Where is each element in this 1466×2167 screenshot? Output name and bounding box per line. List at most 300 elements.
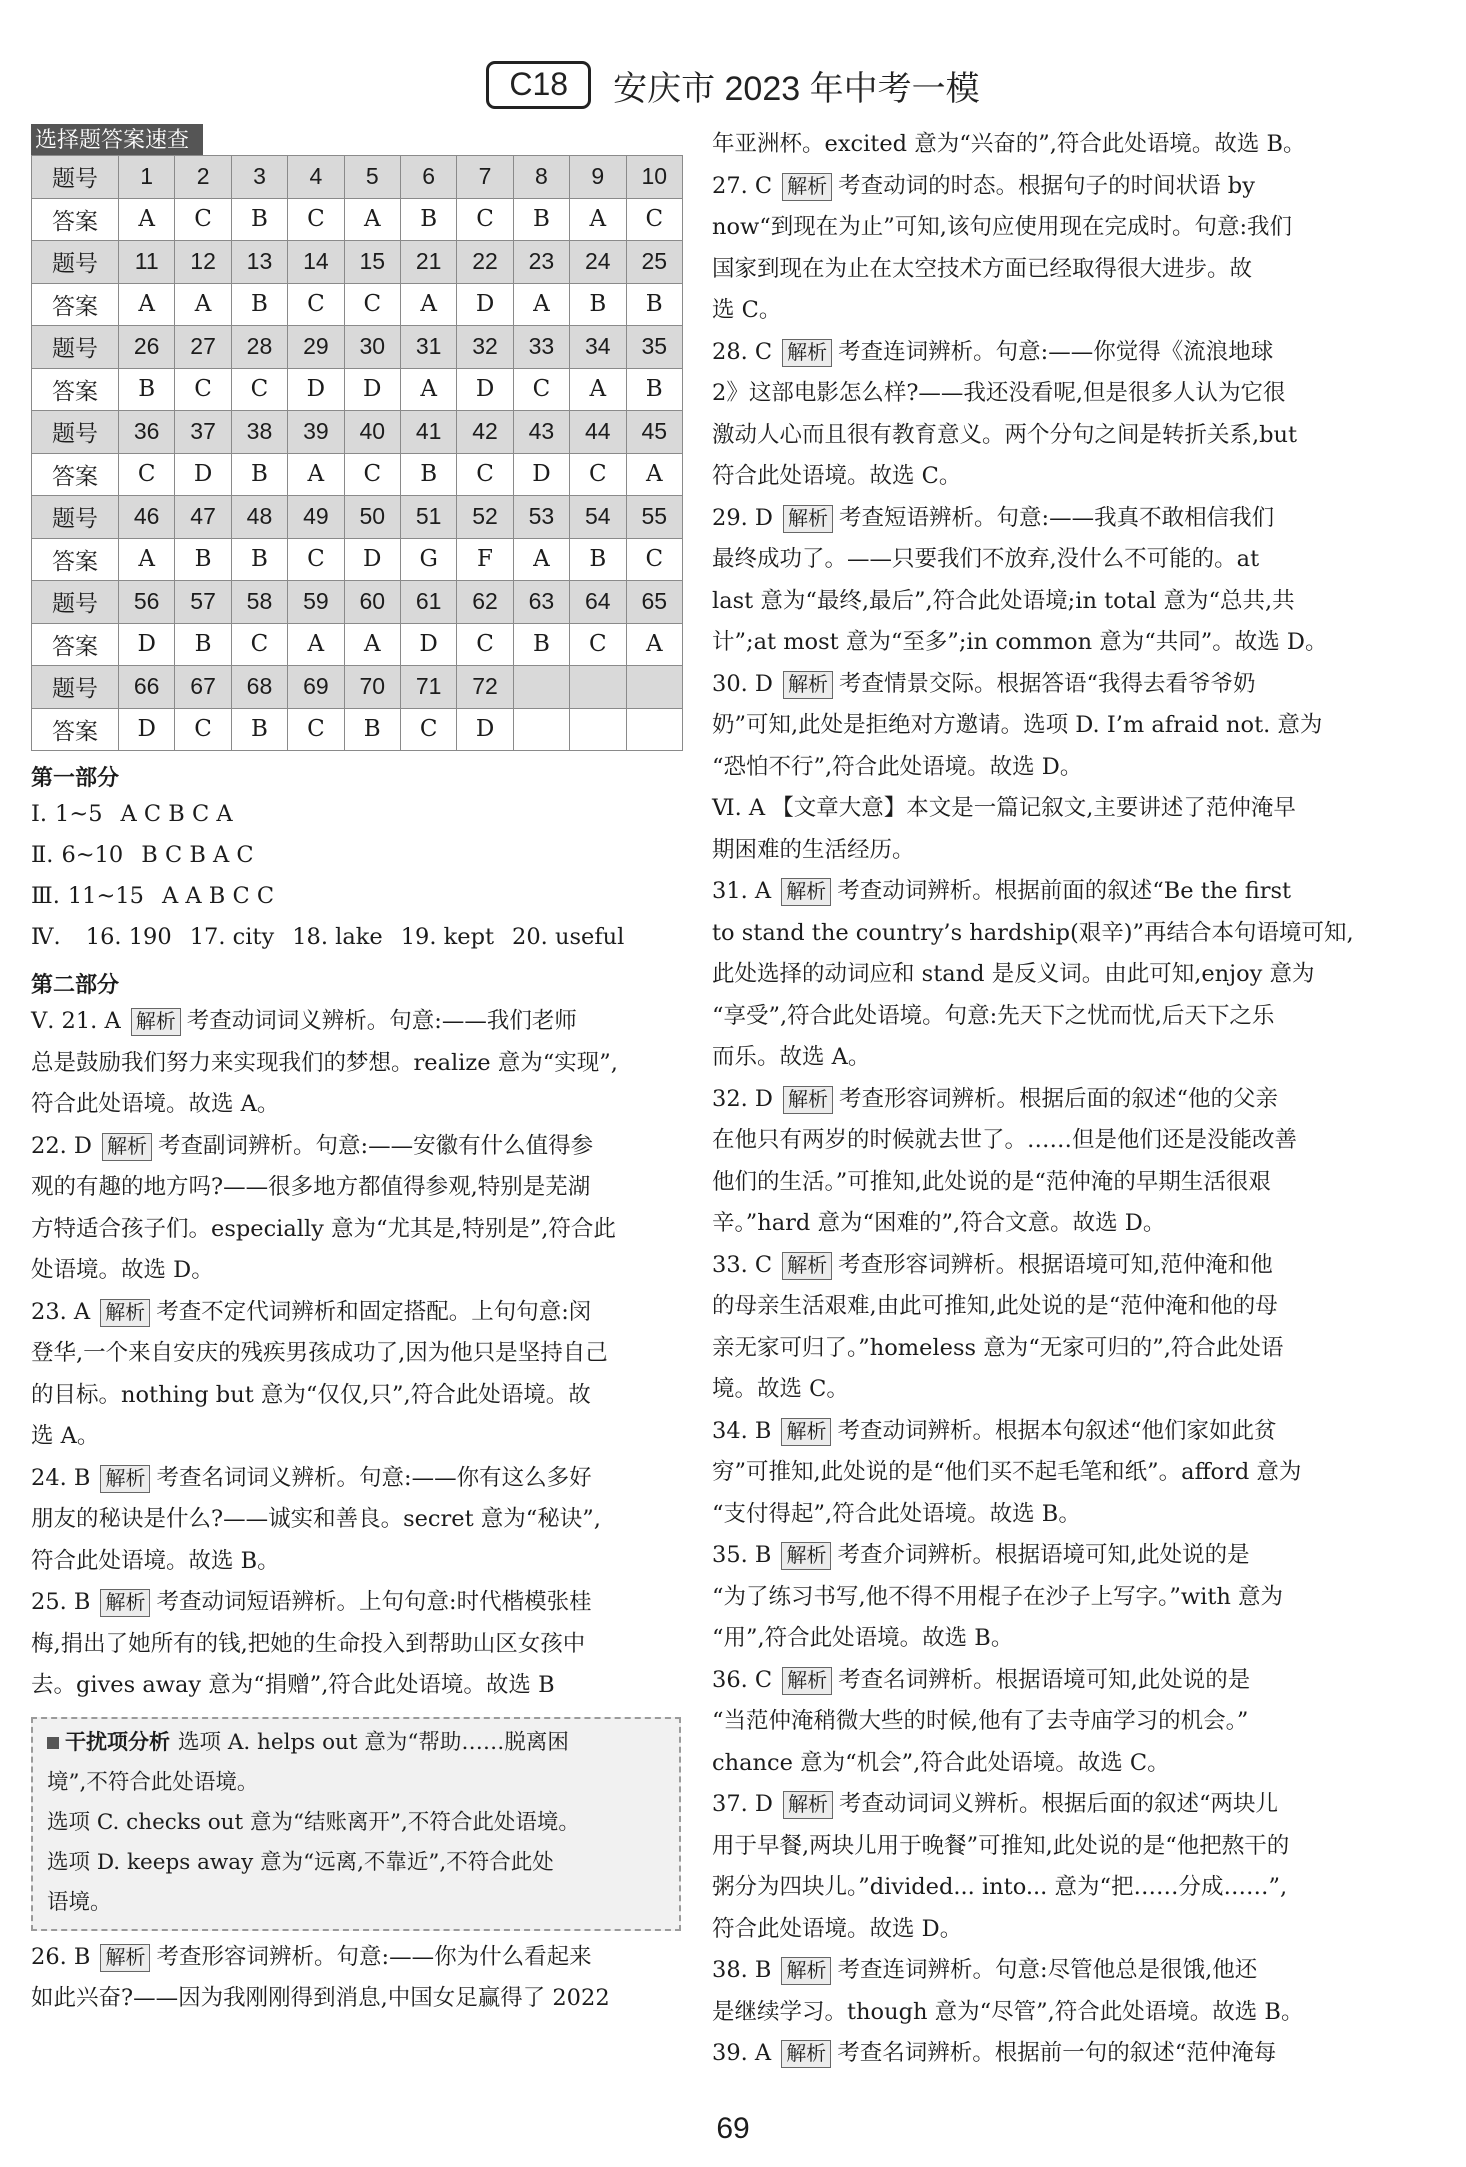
item-head: 23. A	[31, 1298, 91, 1325]
explanation-text: 处语境。故选 D。	[31, 1257, 214, 1283]
part1-ans: A C B C A	[120, 801, 233, 827]
question-number-cell: 70	[344, 666, 400, 709]
answer-cell: C	[344, 453, 400, 496]
analysis-tag: 解析	[100, 1465, 150, 1493]
question-number-cell: 36	[119, 411, 175, 454]
explanation-line	[712, 1784, 1384, 1826]
explanation-text: 考查短语辨析。句意:——我真不敢相信我们	[838, 504, 1275, 531]
question-number-cell: 2	[175, 156, 231, 199]
answer-cell: B	[231, 198, 287, 241]
answer-cell: A	[344, 198, 400, 241]
explanation-line	[712, 705, 1384, 747]
explanation-line	[712, 1203, 1384, 1245]
item-head: 27. C	[712, 172, 773, 199]
explanation-text: 符合此处语境。故选 D。	[712, 1915, 963, 1942]
left-explanations	[31, 1001, 696, 1707]
question-number-cell: 55	[626, 496, 682, 539]
answer-cell: D	[344, 368, 400, 411]
explanation-line	[712, 830, 1384, 872]
explanation-line	[712, 1162, 1384, 1204]
explanation-text: 考查动词短语辨析。上句句意:时代楷模张桂	[156, 1589, 592, 1615]
answer-cell: A	[570, 368, 626, 411]
answer-cell: B	[119, 368, 175, 411]
answer-cell: C	[457, 453, 513, 496]
question-number-cell: 49	[288, 496, 344, 539]
explanation-entry	[31, 1937, 696, 2020]
fill-num: Ⅳ.	[31, 924, 61, 950]
answer-cell: C	[288, 538, 344, 581]
question-number-cell: 47	[175, 496, 231, 539]
question-number-cell: 5	[344, 156, 400, 199]
answer-cell: C	[119, 453, 175, 496]
answer-cell: A	[513, 538, 569, 581]
analysis-tag: 解析	[783, 1791, 833, 1819]
answer-cell: B	[400, 453, 456, 496]
explanation-line	[712, 1909, 1384, 1951]
question-row	[32, 241, 683, 284]
explanation-text: 考查不定代词辨析和固定搭配。上句句意:闵	[156, 1298, 592, 1325]
explanation-text: 符合此处语境。故选 B。	[31, 1547, 280, 1574]
explanation-text: 登华,一个来自安庆的残疾男孩成功了,因为他只是坚持自己	[31, 1340, 608, 1366]
answer-row	[32, 538, 683, 581]
explanation-text: 在他只有两岁的时候就去世了。……但是他们还是没能改善	[712, 1127, 1298, 1153]
explanation-entry	[712, 332, 1384, 498]
question-number-cell: 48	[231, 496, 287, 539]
question-number-cell: 67	[175, 666, 231, 709]
explanation-text: last 意为“最终,最后”,符合此处语境;in total 意为“总共,共	[712, 587, 1295, 614]
item-head: 28. C	[712, 338, 773, 365]
explanation-text: 粥分为四块儿。”divided... into... 意为“把……分成……”,	[712, 1874, 1288, 1900]
explanation-line	[712, 1120, 1384, 1162]
explanation-line	[712, 1369, 1384, 1411]
question-number-cell: 68	[231, 666, 287, 709]
explanation-text: 考查名词辨析。根据语境可知,此处说的是	[838, 1666, 1251, 1693]
explanation-text: 国家到现在为止在太空技术方面已经取得很大进步。故	[712, 255, 1253, 282]
question-number-cell: 30	[344, 326, 400, 369]
explanation-line	[712, 2033, 1384, 2075]
explanation-text: 的母亲生活艰难,由此可推知,此处说的是“范仲淹和他的母	[712, 1293, 1278, 1319]
answer-cell: F	[457, 538, 513, 581]
explanation-text: 2》这部电影怎么样?——我还没看呢,但是很多人认为它很	[712, 380, 1286, 406]
explanation-line	[712, 1577, 1384, 1619]
explanation-line	[712, 249, 1384, 291]
explanation-line	[712, 1079, 1384, 1121]
answer-cell: D	[513, 453, 569, 496]
question-number-cell: 11	[119, 241, 175, 284]
answer-cell: C	[288, 198, 344, 241]
fill-item: 17. city	[189, 924, 275, 950]
explanation-line	[31, 1665, 696, 1707]
explanation-line	[712, 996, 1384, 1038]
answer-cell: C	[175, 368, 231, 411]
answer-cell: C	[231, 623, 287, 666]
explanation-text: 此处选择的动词应和 stand 是反义词。由此可知,enjoy 意为	[712, 961, 1315, 987]
item-head: 25. B	[31, 1589, 91, 1615]
distractor-lines	[47, 1723, 667, 1923]
explanation-text: 总是鼓励我们努力来实现我们的梦想。realize 意为“实现”,	[31, 1049, 618, 1076]
answer-table-label: 选择题答案速查	[31, 124, 203, 155]
page-header	[0, 60, 1466, 110]
explanation-entry	[712, 2033, 1384, 2075]
question-number-cell: 32	[457, 326, 513, 369]
answer-cell: D	[457, 368, 513, 411]
answer-cell: C	[626, 198, 682, 241]
answer-cell: D	[457, 708, 513, 751]
explanation-line	[31, 1937, 696, 1979]
explanation-line	[712, 166, 1384, 208]
answer-cell: D	[288, 368, 344, 411]
explanation-entry	[712, 1660, 1384, 1785]
explanation-text: 符合此处语境。故选 A。	[31, 1091, 280, 1117]
analysis-tag: 解析	[783, 671, 833, 699]
explanation-line	[712, 1245, 1384, 1287]
question-number-cell: 56	[119, 581, 175, 624]
question-number-cell: 15	[344, 241, 400, 284]
answer-cell	[570, 708, 626, 751]
distractor-line	[47, 1803, 667, 1843]
question-number-cell: 9	[570, 156, 626, 199]
answer-cell: C	[288, 708, 344, 751]
answer-cell: C	[570, 453, 626, 496]
answer-cell: B	[231, 453, 287, 496]
explanation-line	[31, 1499, 696, 1541]
part1-title: 第一部分	[31, 765, 120, 790]
distractor-title: 干扰项分析	[65, 1730, 170, 1754]
explanation-text: “享受”,符合此处语境。句意:先天下之忧而忧,后天下之乐	[712, 1002, 1275, 1029]
item-head: 35. B	[712, 1542, 772, 1568]
explanation-line	[712, 1743, 1384, 1785]
explanation-text: 辛。”hard 意为“困难的”,符合文意。故选 D。	[712, 1210, 1166, 1236]
explanation-entry	[712, 1245, 1384, 1411]
question-number-cell: 69	[288, 666, 344, 709]
explanation-line	[712, 415, 1384, 457]
fill-item: 18. lake	[292, 924, 383, 950]
explanation-text: 梅,捐出了她所有的钱,把她的生命投入到帮助山区女孩中	[31, 1630, 586, 1657]
distractor-line	[47, 1843, 667, 1883]
explanation-line	[712, 747, 1384, 789]
explanation-line	[712, 539, 1384, 581]
right-explanations	[712, 124, 1384, 2075]
fill-item: 19. kept	[400, 924, 495, 950]
explanation-line	[31, 1292, 696, 1334]
question-number-cell: 7	[457, 156, 513, 199]
fill-item: 16. 190	[85, 924, 172, 950]
answer-cell: C	[457, 623, 513, 666]
answer-cell: A	[513, 283, 569, 326]
question-number-cell: 71	[400, 666, 456, 709]
analysis-tag: 解析	[782, 1667, 832, 1695]
explanation-entry	[712, 871, 1384, 1079]
analysis-tag: 解析	[100, 1299, 150, 1327]
question-number-cell: 64	[570, 581, 626, 624]
explanation-entry	[712, 166, 1384, 332]
explanation-text: 考查动词的时态。根据句子的时间状语 by	[838, 172, 1255, 199]
answer-cell: D	[400, 623, 456, 666]
left-column	[31, 124, 696, 2020]
part1-num: Ⅰ.	[31, 801, 48, 827]
distractor-text: 语境。	[47, 1889, 112, 1915]
question-number-cell: 60	[344, 581, 400, 624]
explanation-line	[31, 1978, 696, 2020]
answer-cell: A	[626, 453, 682, 496]
explanation-text: 朋友的秘诀是什么?——诚实和善良。secret 意为“秘诀”,	[31, 1506, 601, 1532]
explanation-text: 是继续学习。though 意为“尽管”,符合此处语境。故选 B。	[712, 1998, 1304, 2025]
question-number-cell: 13	[231, 241, 287, 284]
answer-cell: D	[175, 453, 231, 496]
answer-row	[32, 283, 683, 326]
answer-cell: D	[119, 623, 175, 666]
question-number-cell: 1	[119, 156, 175, 199]
answer-cell: C	[570, 623, 626, 666]
answer-row	[32, 623, 683, 666]
answer-cell: C	[513, 368, 569, 411]
answer-cell: B	[400, 198, 456, 241]
explanation-entry	[31, 1458, 696, 1583]
part1-answers	[31, 794, 696, 917]
explanation-line	[31, 1458, 696, 1500]
question-number-cell: 31	[400, 326, 456, 369]
explanation-line	[31, 1001, 696, 1043]
explanation-text: 期困难的生活经历。	[712, 836, 915, 863]
question-number-cell: 33	[513, 326, 569, 369]
explanation-text: 考查动词词义辨析。句意:——我们老师	[186, 1008, 577, 1034]
item-head: 36. C	[712, 1666, 773, 1693]
explanation-line	[31, 1250, 696, 1292]
answer-cell: A	[570, 198, 626, 241]
explanation-line	[712, 332, 1384, 374]
explanation-text: 年亚洲杯。excited 意为“兴奋的”,符合此处语境。故选 B。	[712, 131, 1306, 157]
explanation-entry	[712, 124, 1384, 166]
explanation-text: 考查形容词辨析。句意:——你为什么看起来	[156, 1943, 592, 1970]
question-number-cell: 22	[457, 241, 513, 284]
explanation-line	[31, 1416, 696, 1458]
explanation-text: 考查情景交际。根据答语“我得去看爷爷奶	[838, 670, 1256, 697]
question-number-cell: 25	[626, 241, 682, 284]
row-label: 答案	[32, 623, 119, 666]
question-row	[32, 666, 683, 709]
explanation-entry	[712, 498, 1384, 664]
question-number-cell: 21	[400, 241, 456, 284]
analysis-tag: 解析	[783, 1086, 833, 1114]
question-number-cell: 52	[457, 496, 513, 539]
answer-cell: A	[400, 283, 456, 326]
part2-title: 第二部分	[31, 972, 120, 997]
question-number-cell	[513, 666, 569, 709]
question-row	[32, 496, 683, 539]
answer-cell: A	[119, 283, 175, 326]
answer-cell: B	[626, 368, 682, 411]
part1-line	[31, 876, 696, 917]
analysis-tag: 解析	[100, 1589, 150, 1617]
explanation-line	[712, 1950, 1384, 1992]
explanation-line	[31, 1084, 696, 1126]
fill-item: 20. useful	[512, 924, 625, 950]
explanation-text: 考查介词辨析。根据语境可知,此处说的是	[837, 1542, 1250, 1568]
answer-row	[32, 198, 683, 241]
explanation-entry	[712, 1079, 1384, 1245]
question-number-cell: 10	[626, 156, 682, 199]
explanation-entry	[712, 1535, 1384, 1660]
row-label: 题号	[32, 581, 119, 624]
question-number-cell: 50	[344, 496, 400, 539]
question-number-cell: 35	[626, 326, 682, 369]
distractor-text: 选项 A. helps out 意为“帮助……脱离困	[178, 1729, 569, 1755]
explanation-line	[712, 1535, 1384, 1577]
part1-ans: A A B C C	[161, 883, 275, 909]
answer-cell: B	[231, 283, 287, 326]
explanation-text: to stand the country’s hardship(艰辛)”再结合本句语境可知,	[712, 919, 1354, 946]
answer-cell: D	[344, 538, 400, 581]
question-number-cell: 58	[231, 581, 287, 624]
explanation-line	[712, 664, 1384, 706]
explanation-line	[712, 124, 1384, 166]
explanation-line	[712, 1992, 1384, 2034]
explanation-text: 奶”可知,此处是拒绝对方邀请。选项 D. I’m afraid not. 意为	[712, 712, 1323, 738]
explanation-text: 方特适合孩子们。especially 意为“尤其是,特别是”,符合此	[31, 1215, 616, 1242]
explanation-line	[712, 1494, 1384, 1536]
answer-cell: C	[457, 198, 513, 241]
answer-cell: B	[570, 283, 626, 326]
row-label: 答案	[32, 198, 119, 241]
question-number-cell: 66	[119, 666, 175, 709]
explanation-line	[712, 1411, 1384, 1453]
explanation-text: 的目标。nothing but 意为“仅仅,只”,符合此处语境。故	[31, 1381, 591, 1408]
question-number-cell: 26	[119, 326, 175, 369]
question-number-cell: 40	[344, 411, 400, 454]
question-number-cell: 62	[457, 581, 513, 624]
answer-cell: A	[344, 623, 400, 666]
exam-title: 安庆市 2023 年中考一模	[613, 69, 980, 108]
explanation-text: 激动人心而且很有教育意义。两个分句之间是转折关系,but	[712, 421, 1298, 448]
question-row	[32, 581, 683, 624]
row-label: 答案	[32, 708, 119, 751]
answer-row	[32, 708, 683, 751]
item-head: 37. D	[712, 1791, 773, 1817]
explanation-text: 选 C。	[712, 297, 782, 323]
left-last-entry	[31, 1937, 696, 2020]
question-number-cell: 14	[288, 241, 344, 284]
explanation-text: 考查连词辨析。句意:尽管他总是很饿,他还	[837, 1957, 1258, 1983]
explanation-line	[31, 1043, 696, 1085]
question-number-cell: 41	[400, 411, 456, 454]
analysis-tag: 解析	[102, 1133, 152, 1161]
answer-cell	[513, 708, 569, 751]
explanation-entry	[31, 1582, 696, 1707]
answer-cell	[626, 708, 682, 751]
explanation-line	[712, 788, 1384, 830]
item-head: 38. B	[712, 1957, 772, 1983]
item-head: 31. A	[712, 878, 772, 904]
analysis-tag: 解析	[783, 505, 833, 533]
explanation-text: “支付得起”,符合此处语境。故选 B。	[712, 1500, 1081, 1527]
answer-cell: C	[231, 368, 287, 411]
answer-cell: C	[175, 198, 231, 241]
part1-line	[31, 794, 696, 835]
analysis-tag: 解析	[781, 1542, 831, 1570]
row-label: 题号	[32, 411, 119, 454]
explanation-text: 最终成功了。——只要我们不放弃,没什么不可能的。at	[712, 546, 1260, 572]
question-number-cell: 34	[570, 326, 626, 369]
explanation-text: 如此兴奋?——因为我刚刚得到消息,中国女足赢得了 2022	[31, 1985, 610, 2011]
analysis-tag: 解析	[781, 2040, 831, 2068]
explanation-text: 考查副词辨析。句意:——安徽有什么值得参	[157, 1132, 594, 1159]
answer-row	[32, 453, 683, 496]
row-label: 答案	[32, 368, 119, 411]
distractor-line	[47, 1763, 667, 1803]
explanation-line	[712, 456, 1384, 498]
answer-cell: G	[400, 538, 456, 581]
explanation-line	[712, 1660, 1384, 1702]
distractor-line	[47, 1723, 667, 1763]
answer-cell: D	[119, 708, 175, 751]
explanation-entry	[31, 1292, 696, 1458]
item-head: 24. B	[31, 1464, 91, 1491]
question-number-cell: 63	[513, 581, 569, 624]
answer-cell: B	[344, 708, 400, 751]
explanation-entry	[712, 1950, 1384, 2033]
item-head: 22. D	[31, 1132, 92, 1159]
answer-cell: A	[288, 623, 344, 666]
question-number-cell: 51	[400, 496, 456, 539]
row-label: 题号	[32, 326, 119, 369]
row-label: 答案	[32, 538, 119, 581]
part1-num: Ⅲ.	[31, 883, 60, 909]
analysis-tag: 解析	[782, 1252, 832, 1280]
explanation-line	[712, 1452, 1384, 1494]
explanation-entry	[712, 1784, 1384, 1950]
item-head: 26. B	[31, 1943, 91, 1970]
explanation-text: 考查形容词辨析。根据后面的叙述“他的父亲	[838, 1085, 1278, 1112]
explanation-line	[712, 913, 1384, 955]
item-head: 34. B	[712, 1417, 772, 1444]
explanation-line	[31, 1167, 696, 1209]
explanation-text: 考查名词词义辨析。句意:——你有这么多好	[156, 1464, 592, 1491]
explanation-entry	[31, 1126, 696, 1292]
explanation-text: “当范仲淹稍微大些的时候,他有了去寺庙学习的机会。”	[712, 1708, 1249, 1734]
exam-code-badge: C18	[486, 61, 591, 109]
part1-range: 1~5	[55, 801, 103, 827]
analysis-tag: 解析	[131, 1008, 181, 1036]
part1-range: 11~15	[67, 883, 144, 909]
explanation-line	[712, 207, 1384, 249]
question-number-cell: 54	[570, 496, 626, 539]
explanation-text: 计”;at most 意为“至多”;in common 意为“共同”。故选 D。	[712, 629, 1328, 655]
answer-cell: D	[457, 283, 513, 326]
question-number-cell: 44	[570, 411, 626, 454]
question-number-cell: 38	[231, 411, 287, 454]
explanation-line	[31, 1333, 696, 1375]
explanation-line	[31, 1541, 696, 1583]
question-number-cell: 37	[175, 411, 231, 454]
question-number-cell: 4	[288, 156, 344, 199]
analysis-tag: 解析	[781, 1957, 831, 1985]
distractor-text: 选项 C. checks out 意为“结账离开”,不符合此处语境。	[47, 1809, 580, 1835]
question-row	[32, 326, 683, 369]
analysis-tag: 解析	[781, 1418, 831, 1446]
answer-cell: B	[513, 623, 569, 666]
explanation-text: 穷”可推知,此处说的是“他们买不起毛笔和纸”。afford 意为	[712, 1459, 1302, 1485]
answer-cell: C	[344, 283, 400, 326]
explanation-text: 选 A。	[31, 1423, 100, 1449]
explanation-text: 本文是一篇记叙文,主要讲述了范仲淹早	[906, 795, 1296, 821]
question-number-cell: 8	[513, 156, 569, 199]
explanation-text: “用”,符合此处语境。故选 B。	[712, 1625, 1014, 1651]
analysis-tag: 解析	[782, 339, 832, 367]
row-label: 题号	[32, 666, 119, 709]
explanation-line	[31, 1582, 696, 1624]
question-number-cell: 3	[231, 156, 287, 199]
explanation-line	[712, 1328, 1384, 1370]
